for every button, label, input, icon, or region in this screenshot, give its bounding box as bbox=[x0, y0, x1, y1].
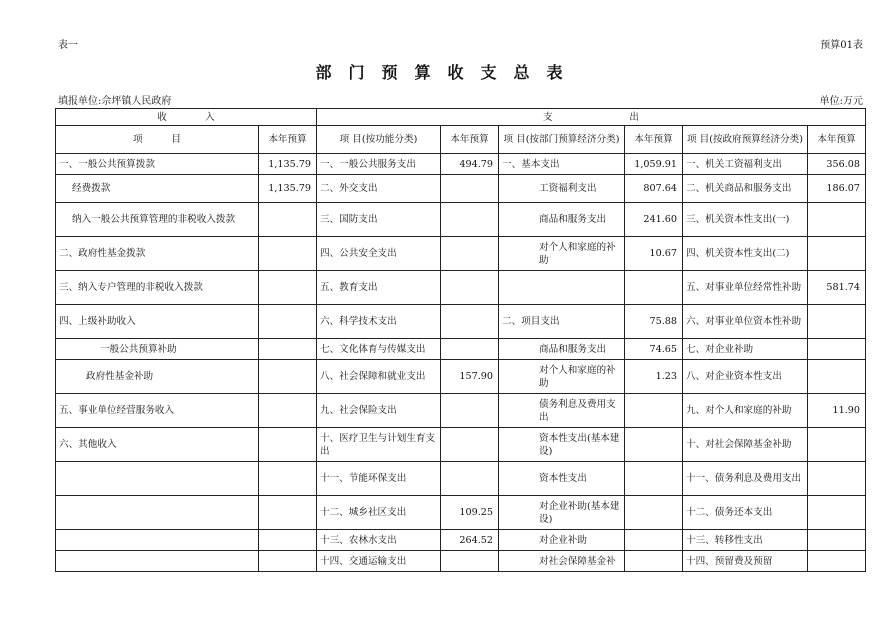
income-item-cell: 五、事业单位经营服务收入 bbox=[56, 394, 259, 428]
dept-econ-budget-cell: 1,059.91 bbox=[625, 154, 683, 175]
func-item-cell: 十一、节能环保支出 bbox=[317, 462, 441, 496]
gov-econ-budget-cell bbox=[808, 203, 866, 237]
func-item-cell: 一、一般公共服务支出 bbox=[317, 154, 441, 175]
income-budget-cell: 1,135.79 bbox=[259, 175, 317, 203]
income-item-cell: 一般公共预算补助 bbox=[56, 339, 259, 360]
gov-econ-item-cell: 十、对社会保障基金补助 bbox=[683, 428, 808, 462]
gov-econ-item-cell: 四、机关资本性支出(二) bbox=[683, 237, 808, 271]
dept-econ-item-cell: 二、项目支出 bbox=[499, 305, 625, 339]
dept-econ-item-cell: 商品和服务支出 bbox=[499, 203, 625, 237]
func-budget-cell bbox=[441, 339, 499, 360]
table-row bbox=[56, 271, 866, 305]
income-item-cell: 六、其他收入 bbox=[56, 428, 259, 462]
income-item-cell: 三、纳入专户管理的非税收入拨款 bbox=[56, 271, 259, 305]
income-item-cell bbox=[56, 530, 259, 551]
income-budget-cell bbox=[259, 237, 317, 271]
func-item-cell: 三、国防支出 bbox=[317, 203, 441, 237]
table-row bbox=[56, 305, 866, 339]
income-budget-cell bbox=[259, 203, 317, 237]
dept-econ-item-cell: 商品和服务支出 bbox=[499, 339, 625, 360]
dept-econ-item-cell: 资本性支出 bbox=[499, 462, 625, 496]
gov-econ-item-cell: 十一、债务利息及费用支出 bbox=[683, 462, 808, 496]
table-row bbox=[56, 496, 866, 530]
budget-header: 本年预算 bbox=[259, 126, 317, 154]
gov-econ-item-cell: 十四、预留费及预留 bbox=[683, 551, 808, 572]
income-budget-cell bbox=[259, 530, 317, 551]
func-budget-cell bbox=[441, 305, 499, 339]
dept-econ-item-cell: 对企业补助 bbox=[499, 530, 625, 551]
table-row bbox=[56, 339, 866, 360]
budget-header: 本年预算 bbox=[441, 126, 499, 154]
func-item-cell: 八、社会保障和就业支出 bbox=[317, 360, 441, 394]
income-budget-cell bbox=[259, 360, 317, 394]
gov-econ-budget-cell bbox=[808, 360, 866, 394]
gov-econ-budget-cell bbox=[808, 496, 866, 530]
dept-econ-item-cell: 一、基本支出 bbox=[499, 154, 625, 175]
func-budget-cell bbox=[441, 394, 499, 428]
table-row bbox=[56, 394, 866, 428]
gov-econ-item-cell: 一、机关工资福利支出 bbox=[683, 154, 808, 175]
table-row bbox=[56, 428, 866, 462]
func-budget-cell bbox=[441, 462, 499, 496]
dept-econ-budget-cell: 74.65 bbox=[625, 339, 683, 360]
gov-econ-item-cell: 十二、债务还本支出 bbox=[683, 496, 808, 530]
func-item-cell: 六、科学技术支出 bbox=[317, 305, 441, 339]
dept-econ-budget-cell bbox=[625, 496, 683, 530]
dept-econ-budget-cell: 1.23 bbox=[625, 360, 683, 394]
dept-econ-item-cell: 对企业补助(基本建设) bbox=[499, 496, 625, 530]
func-budget-cell: 157.90 bbox=[441, 360, 499, 394]
budget-header: 本年预算 bbox=[808, 126, 866, 154]
gov-econ-item-cell: 七、对企业补助 bbox=[683, 339, 808, 360]
income-item-cell bbox=[56, 496, 259, 530]
income-budget-cell bbox=[259, 551, 317, 572]
gov-econ-item-cell: 五、对事业单位经常性补助 bbox=[683, 271, 808, 305]
dept-econ-item-header: 项 目(按部门预算经济分类) bbox=[499, 126, 625, 154]
func-item-cell: 九、社会保险支出 bbox=[317, 394, 441, 428]
table-row bbox=[56, 551, 866, 572]
func-item-cell: 五、教育支出 bbox=[317, 271, 441, 305]
income-item-cell: 经费拨款 bbox=[56, 175, 259, 203]
gov-econ-budget-cell: 186.07 bbox=[808, 175, 866, 203]
income-budget-cell bbox=[259, 496, 317, 530]
gov-econ-budget-cell bbox=[808, 339, 866, 360]
income-budget-cell: 1,135.79 bbox=[259, 154, 317, 175]
income-budget-cell bbox=[259, 271, 317, 305]
gov-econ-item-cell: 二、机关商品和服务支出 bbox=[683, 175, 808, 203]
budget-header: 本年预算 bbox=[625, 126, 683, 154]
gov-econ-item-header: 项 目(按政府预算经济分类) bbox=[683, 126, 808, 154]
func-budget-cell bbox=[441, 428, 499, 462]
table-row bbox=[56, 175, 866, 203]
page-title: 部门预算收支总表 bbox=[315, 63, 580, 82]
gov-econ-item-cell: 十三、转移性支出 bbox=[683, 530, 808, 551]
gov-econ-budget-cell bbox=[808, 530, 866, 551]
func-item-cell: 十、医疗卫生与计划生育支出 bbox=[317, 428, 441, 462]
table-row bbox=[56, 360, 866, 394]
income-budget-cell bbox=[259, 339, 317, 360]
table-row bbox=[56, 462, 866, 496]
dept-econ-budget-cell: 10.67 bbox=[625, 237, 683, 271]
dept-econ-item-cell: 资本性支出(基本建设) bbox=[499, 428, 625, 462]
func-budget-cell bbox=[441, 551, 499, 572]
dept-econ-item-cell: 债务利息及费用支出 bbox=[499, 394, 625, 428]
table-row bbox=[56, 203, 866, 237]
dept-econ-budget-cell: 241.60 bbox=[625, 203, 683, 237]
table-row bbox=[56, 154, 866, 175]
dept-econ-budget-cell bbox=[625, 530, 683, 551]
gov-econ-budget-cell bbox=[808, 428, 866, 462]
table-row bbox=[56, 237, 866, 271]
func-item-cell: 二、外交支出 bbox=[317, 175, 441, 203]
filler-unit: 填报单位:佘坪镇人民政府 bbox=[58, 96, 172, 107]
gov-econ-item-cell: 三、机关资本性支出(一) bbox=[683, 203, 808, 237]
dept-econ-budget-cell bbox=[625, 428, 683, 462]
gov-econ-budget-cell bbox=[808, 237, 866, 271]
gov-econ-item-cell: 六、对事业单位资本性补助 bbox=[683, 305, 808, 339]
func-item-cell: 十三、农林水支出 bbox=[317, 530, 441, 551]
dept-econ-budget-cell bbox=[625, 551, 683, 572]
income-budget-cell bbox=[259, 394, 317, 428]
budget-summary-table bbox=[55, 108, 866, 572]
table-number: 预算01表 bbox=[820, 40, 863, 51]
gov-econ-budget-cell: 11.90 bbox=[808, 394, 866, 428]
income-item-header: 项 目 bbox=[56, 126, 259, 154]
dept-econ-budget-cell bbox=[625, 271, 683, 305]
dept-econ-item-cell: 工资福利支出 bbox=[499, 175, 625, 203]
dept-econ-budget-cell: 75.88 bbox=[625, 305, 683, 339]
income-item-cell: 政府性基金补助 bbox=[56, 360, 259, 394]
func-item-cell: 四、公共安全支出 bbox=[317, 237, 441, 271]
gov-econ-item-cell: 八、对企业资本性支出 bbox=[683, 360, 808, 394]
income-budget-cell bbox=[259, 428, 317, 462]
gov-econ-item-cell: 九、对个人和家庭的补助 bbox=[683, 394, 808, 428]
income-budget-cell bbox=[259, 305, 317, 339]
table-row bbox=[56, 530, 866, 551]
income-item-cell bbox=[56, 551, 259, 572]
func-budget-cell bbox=[441, 175, 499, 203]
dept-econ-item-cell: 对个人和家庭的补助 bbox=[499, 360, 625, 394]
gov-econ-budget-cell bbox=[808, 551, 866, 572]
func-budget-cell: 109.25 bbox=[441, 496, 499, 530]
gov-econ-budget-cell: 581.74 bbox=[808, 271, 866, 305]
income-item-cell: 二、政府性基金拨款 bbox=[56, 237, 259, 271]
income-item-cell: 四、上级补助收入 bbox=[56, 305, 259, 339]
dept-econ-budget-cell: 807.64 bbox=[625, 175, 683, 203]
gov-econ-budget-cell bbox=[808, 462, 866, 496]
income-item-cell: 一、一般公共预算拨款 bbox=[56, 154, 259, 175]
func-budget-cell bbox=[441, 271, 499, 305]
dept-econ-item-cell: 对个人和家庭的补助 bbox=[499, 237, 625, 271]
expense-header: 支 出 bbox=[317, 109, 866, 126]
income-header: 收 入 bbox=[56, 109, 317, 126]
dept-econ-item-cell: 对社会保障基金补 bbox=[499, 551, 625, 572]
document-label: 表一 bbox=[58, 40, 78, 51]
func-budget-cell bbox=[441, 237, 499, 271]
func-budget-cell: 494.79 bbox=[441, 154, 499, 175]
func-item-header: 项 目(按功能分类) bbox=[317, 126, 441, 154]
dept-econ-item-cell bbox=[499, 271, 625, 305]
func-item-cell: 七、文化体育与传媒支出 bbox=[317, 339, 441, 360]
func-budget-cell bbox=[441, 203, 499, 237]
income-item-cell bbox=[56, 462, 259, 496]
dept-econ-budget-cell bbox=[625, 394, 683, 428]
func-item-cell: 十二、城乡社区支出 bbox=[317, 496, 441, 530]
income-budget-cell bbox=[259, 462, 317, 496]
gov-econ-budget-cell: 356.08 bbox=[808, 154, 866, 175]
gov-econ-budget-cell bbox=[808, 305, 866, 339]
income-item-cell: 纳入一般公共预算管理的非税收入拨款 bbox=[56, 203, 259, 237]
money-unit: 单位:万元 bbox=[819, 96, 863, 107]
dept-econ-budget-cell bbox=[625, 462, 683, 496]
func-item-cell: 十四、交通运输支出 bbox=[317, 551, 441, 572]
func-budget-cell: 264.52 bbox=[441, 530, 499, 551]
